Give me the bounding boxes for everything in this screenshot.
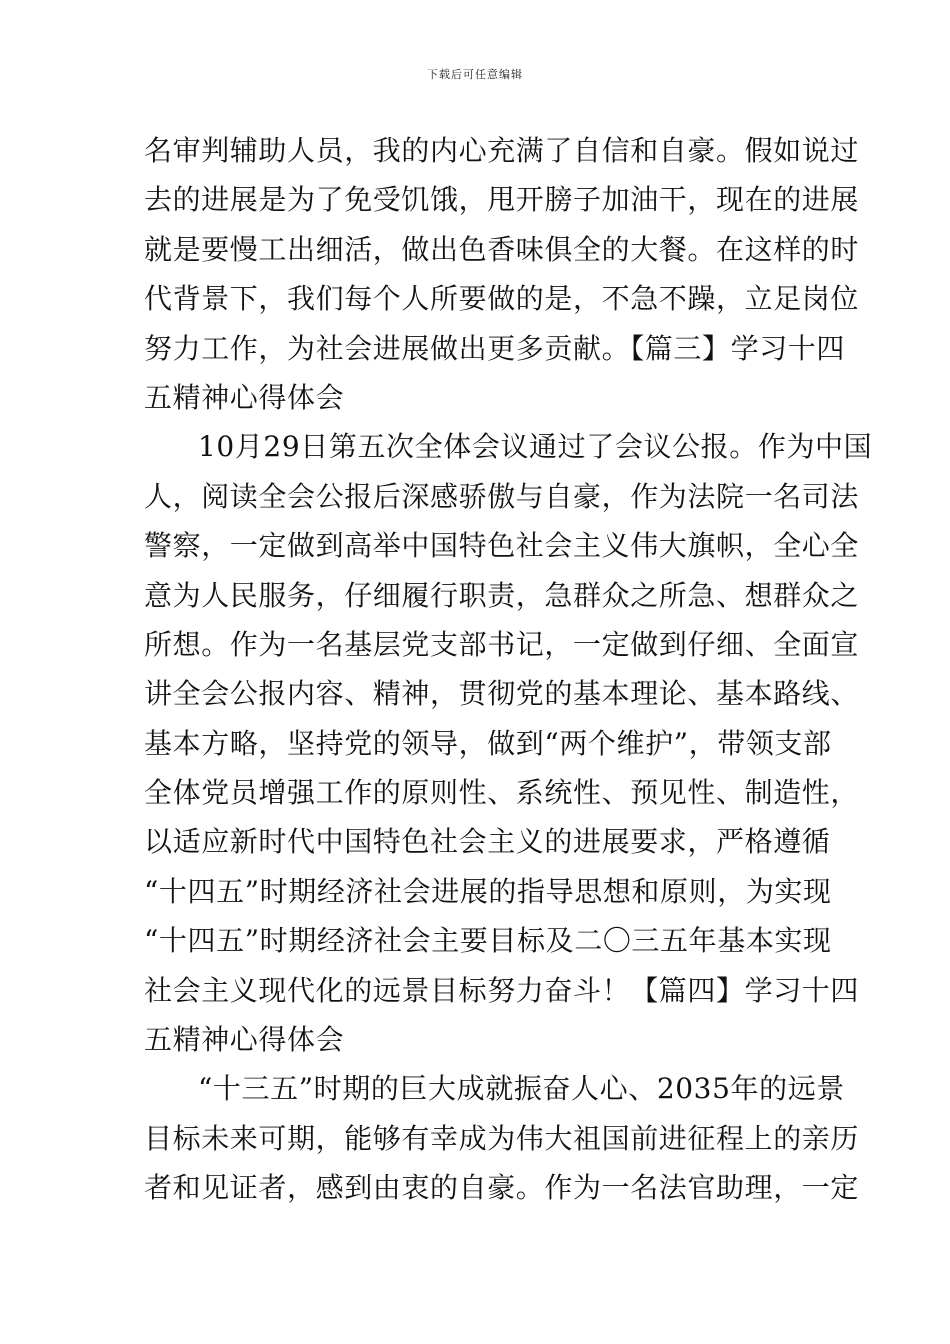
text-line: 全体党员增强工作的原则性、系统性、预见性、制造性， bbox=[144, 776, 860, 810]
text-line: 努力工作，为社会进展做出更多贡献。【篇三】学习十四 bbox=[144, 331, 846, 365]
text-line: 五精神心得体会 bbox=[144, 380, 345, 414]
text-line: 目标未来可期，能够有幸成为伟大祖国前进征程上的亲历 bbox=[144, 1121, 860, 1155]
text-line: 警察，一定做到高举中国特色社会主义伟大旗帜，全心全 bbox=[144, 529, 860, 563]
text-line: 人，阅读全会公报后深感骄傲与自豪，作为法院一名司法 bbox=[144, 479, 860, 513]
text-line: 10月29日第五次全体会议通过了会议公报。作为中国 bbox=[198, 430, 873, 464]
text-line: “十四五”时期经济社会进展的指导思想和原则，为实现 bbox=[144, 874, 832, 908]
text-line: 五精神心得体会 bbox=[144, 1023, 345, 1057]
text-line: 讲全会公报内容、精神，贯彻党的基本理论、基本路线、 bbox=[144, 677, 860, 711]
document-body bbox=[144, 126, 873, 1213]
text-line: 所想。作为一名基层党支部书记，一定做到仔细、全面宣 bbox=[144, 627, 860, 661]
page-header: 下载后可任意编辑 bbox=[427, 68, 523, 81]
text-line: 名审判辅助人员，我的内心充满了自信和自豪。假如说过 bbox=[144, 134, 860, 167]
text-line: 去的进展是为了免受饥饿，甩开膀子加油干，现在的进展 bbox=[144, 183, 860, 217]
text-line: 者和见证者，感到由衷的自豪。作为一名法官助理，一定 bbox=[144, 1171, 860, 1205]
text-line: 意为人民服务，仔细履行职责，急群众之所急、想群众之 bbox=[144, 578, 860, 612]
text-line: 就是要慢工出细活，做出色香味俱全的大餐。在这样的时 bbox=[144, 232, 860, 266]
text-line: 代背景下，我们每个人所要做的是，不急不躁，立足岗位 bbox=[144, 282, 860, 316]
text-line: “十三五”时期的巨大成就振奋人心、2035年的远景 bbox=[198, 1072, 845, 1106]
text-line: 基本方略，坚持党的领导，做到“两个维护”，带领支部 bbox=[144, 726, 832, 760]
text-line: 以适应新时代中国特色社会主义的进展要求，严格遵循 bbox=[144, 825, 831, 859]
text-line: “十四五”时期经济社会主要目标及二〇三五年基本实现 bbox=[144, 924, 832, 958]
text-line: 社会主义现代化的远景目标努力奋斗！【篇四】学习十四 bbox=[144, 973, 860, 1007]
